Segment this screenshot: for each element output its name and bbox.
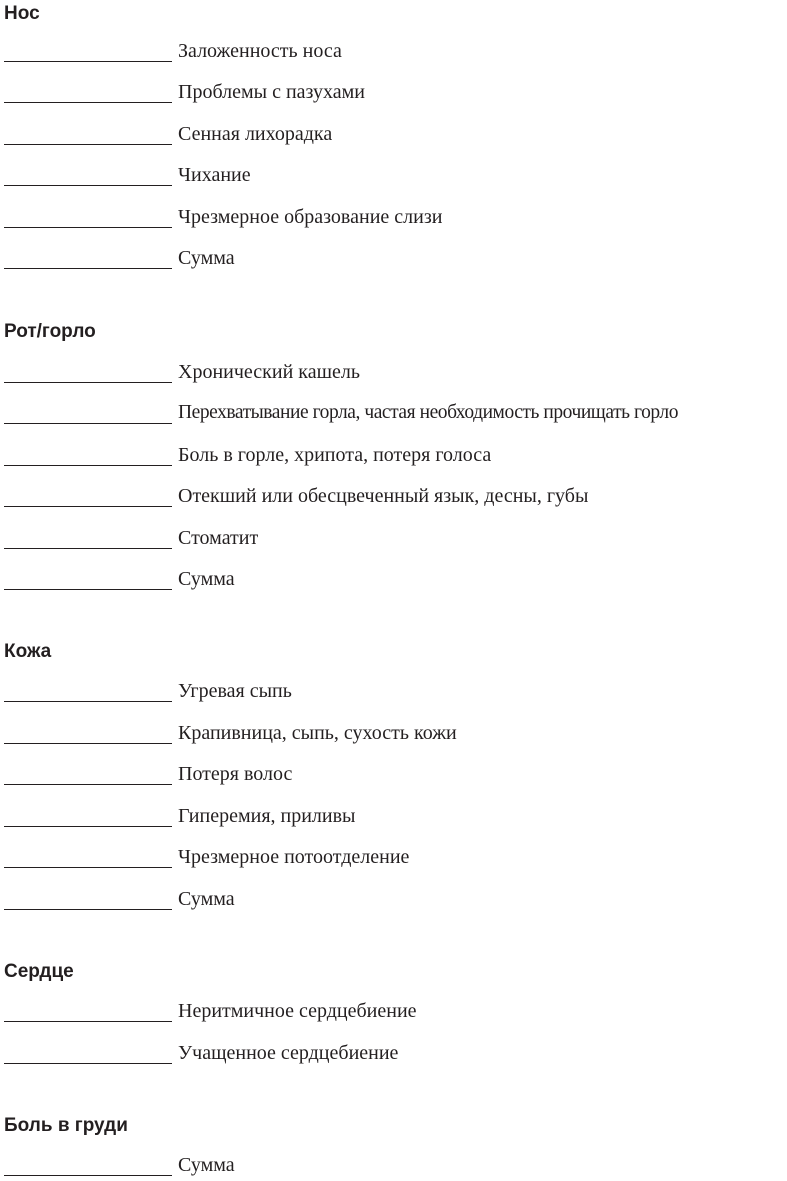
symptom-label: Учащенное сердцебиение: [178, 1042, 399, 1064]
symptom-label: Чрезмерное образование слизи: [178, 206, 443, 228]
sum-blank[interactable]: [4, 268, 172, 269]
symptom-label: Боль в горле, хрипота, потеря голоса: [178, 444, 492, 466]
section-heading-nose: Нос: [4, 3, 40, 24]
symptom-label: Отекший или обесцвеченный язык, десны, губы: [178, 485, 589, 507]
symptom-label: Гиперемия, приливы: [178, 805, 356, 827]
symptom-label: Заложенность носа: [178, 40, 342, 62]
section-heading-mouth-throat: Рот/горло: [4, 321, 96, 342]
score-blank[interactable]: [4, 102, 172, 103]
score-blank[interactable]: [4, 743, 172, 744]
section-heading-heart: Сердце: [4, 961, 74, 982]
symptom-label: Чихание: [178, 164, 251, 186]
score-blank[interactable]: [4, 867, 172, 868]
symptom-label: Стоматит: [178, 527, 259, 549]
score-blank[interactable]: [4, 701, 172, 702]
score-blank[interactable]: [4, 382, 172, 383]
score-blank[interactable]: [4, 185, 172, 186]
score-blank[interactable]: [4, 784, 172, 785]
sum-blank[interactable]: [4, 589, 172, 590]
symptom-label: Неритмичное сердцебиение: [178, 1000, 417, 1022]
section-heading-skin: Кожа: [4, 641, 52, 662]
symptom-label: Проблемы с пазухами: [178, 81, 365, 103]
score-blank[interactable]: [4, 1063, 172, 1064]
score-blank[interactable]: [4, 465, 172, 466]
sum-label: Сумма: [178, 888, 235, 910]
symptom-label: Хронический кашель: [178, 361, 360, 383]
symptom-label: Чрезмерное потоотделение: [178, 846, 410, 868]
sum-blank[interactable]: [4, 909, 172, 910]
sum-blank[interactable]: [4, 1175, 172, 1176]
sum-label: Сумма: [178, 568, 235, 590]
symptom-label: Сенная лихорадка: [178, 123, 333, 145]
sum-label: Сумма: [178, 247, 235, 269]
symptom-label: Угревая сыпь: [178, 680, 292, 702]
section-heading-chest-pain: Боль в груди: [4, 1115, 128, 1136]
symptom-label: Перехватывание горла, частая необходимость прочищать горло: [178, 402, 678, 423]
symptom-label: Крапивница, сыпь, сухость кожи: [178, 722, 457, 744]
score-blank[interactable]: [4, 506, 172, 507]
score-blank[interactable]: [4, 548, 172, 549]
symptom-label: Потеря волос: [178, 763, 293, 785]
score-blank[interactable]: [4, 144, 172, 145]
score-blank[interactable]: [4, 826, 172, 827]
score-blank[interactable]: [4, 423, 172, 424]
score-blank[interactable]: [4, 227, 172, 228]
sum-label: Сумма: [178, 1154, 235, 1176]
score-blank[interactable]: [4, 61, 172, 62]
score-blank[interactable]: [4, 1021, 172, 1022]
